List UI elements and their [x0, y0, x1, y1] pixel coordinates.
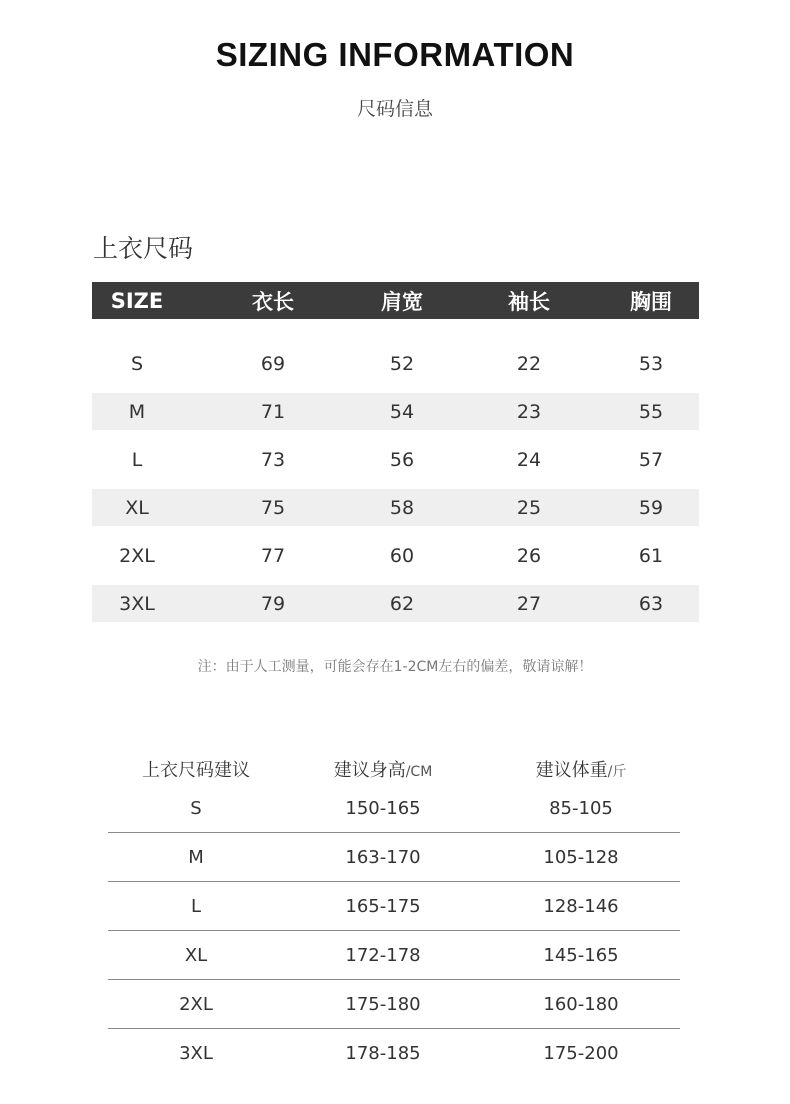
- table-row: [92, 537, 699, 574]
- cell-size: 3XL: [119, 592, 155, 615]
- cell-weight: 175-200: [543, 1042, 619, 1064]
- column-header-height: [284, 756, 482, 782]
- table-row: [108, 931, 680, 979]
- cell-size: XL: [184, 944, 208, 966]
- table-row: [92, 489, 699, 526]
- cell-size: S: [190, 797, 202, 819]
- cell-height: 175-180: [345, 993, 421, 1015]
- cell-chest: 55: [638, 400, 664, 423]
- cell-height: 178-185: [345, 1042, 421, 1064]
- cell-length: 79: [260, 592, 286, 615]
- table-row: [92, 585, 699, 622]
- unit-label: /斤: [607, 764, 627, 780]
- cell-size: XL: [125, 496, 149, 519]
- table-row: [92, 441, 699, 478]
- cell-height: 150-165: [345, 797, 421, 819]
- recommendation-header: [108, 754, 680, 784]
- table-row: [108, 882, 680, 930]
- column-header-sleeve: 袖长: [508, 289, 550, 314]
- cell-shoulder: 60: [389, 544, 415, 567]
- cell-size: L: [190, 895, 202, 917]
- header-label: 建议身高: [333, 760, 406, 781]
- cell-chest: 59: [638, 496, 664, 519]
- header-label: 上衣尺码建议: [142, 760, 250, 781]
- cell-length: 69: [260, 352, 286, 375]
- cell-shoulder: 54: [389, 400, 415, 423]
- table-row: [108, 833, 680, 881]
- cell-size: 2XL: [179, 993, 213, 1015]
- table-row: [108, 784, 680, 832]
- cell-length: 73: [260, 448, 286, 471]
- cell-chest: 53: [638, 352, 664, 375]
- cell-sleeve: 26: [516, 544, 542, 567]
- cell-size: S: [130, 352, 144, 375]
- column-header-size: SIZE: [110, 288, 164, 313]
- table-row: [108, 1029, 680, 1077]
- cell-sleeve: 25: [516, 496, 542, 519]
- page-subtitle: 尺码信息: [356, 98, 433, 120]
- cell-sleeve: 24: [516, 448, 542, 471]
- cell-chest: 61: [638, 544, 664, 567]
- cell-length: 75: [260, 496, 286, 519]
- cell-sleeve: 23: [516, 400, 542, 423]
- header-label: 建议体重: [535, 760, 608, 781]
- cell-length: 71: [260, 400, 286, 423]
- cell-shoulder: 52: [389, 352, 415, 375]
- cell-sleeve: 27: [516, 592, 542, 615]
- column-header-chest: 胸围: [630, 289, 672, 314]
- measurement-note: 注：由于人工测量，可能会存在1-2CM左右的偏差，敬请谅解！: [197, 659, 593, 675]
- table-row: [108, 980, 680, 1028]
- table-row: [92, 393, 699, 430]
- cell-weight: 85-105: [549, 797, 613, 819]
- cell-shoulder: 62: [389, 592, 415, 615]
- cell-size: L: [131, 448, 143, 471]
- unit-label: /CM: [405, 764, 433, 780]
- cell-chest: 63: [638, 592, 664, 615]
- size-recommendation-table: [108, 754, 680, 1077]
- cell-shoulder: 58: [389, 496, 415, 519]
- cell-chest: 57: [638, 448, 664, 471]
- cell-size: M: [128, 400, 146, 423]
- cell-weight: 128-146: [543, 895, 619, 917]
- cell-height: 172-178: [345, 944, 421, 966]
- cell-length: 77: [260, 544, 286, 567]
- size-chart-table: [92, 282, 699, 633]
- column-header-length: 衣长: [252, 289, 294, 314]
- cell-size: 3XL: [179, 1042, 213, 1064]
- table-row: [92, 345, 699, 382]
- cell-size: M: [188, 846, 204, 868]
- column-header-weight: [482, 756, 680, 782]
- cell-shoulder: 56: [389, 448, 415, 471]
- page-title: SIZING INFORMATION: [215, 36, 575, 73]
- cell-weight: 105-128: [543, 846, 619, 868]
- size-chart-header: [92, 282, 699, 319]
- cell-weight: 160-180: [543, 993, 619, 1015]
- column-header-shoulder: 肩宽: [381, 289, 423, 314]
- cell-size: 2XL: [119, 544, 155, 567]
- cell-height: 163-170: [345, 846, 421, 868]
- size-chart-title: 上衣尺码: [93, 234, 194, 263]
- cell-weight: 145-165: [543, 944, 619, 966]
- cell-sleeve: 22: [516, 352, 542, 375]
- cell-height: 165-175: [345, 895, 421, 917]
- column-header-recommended-size: [108, 756, 284, 782]
